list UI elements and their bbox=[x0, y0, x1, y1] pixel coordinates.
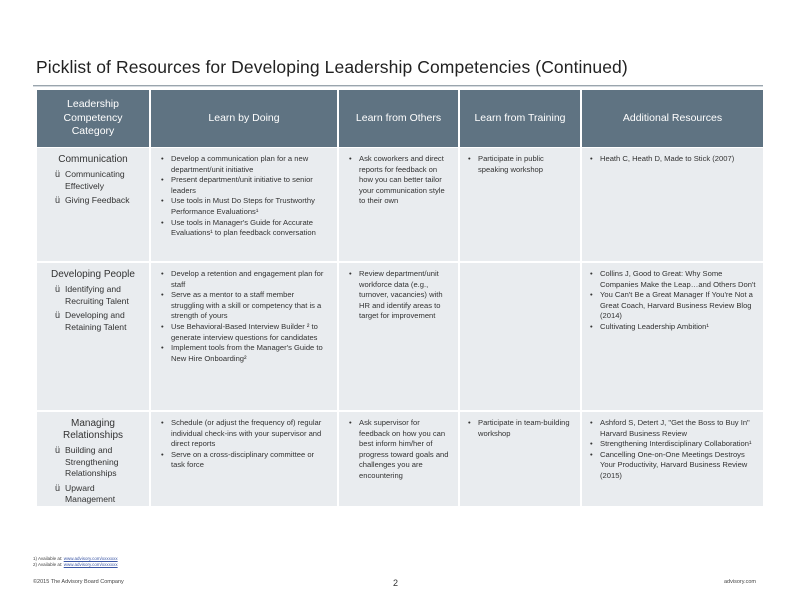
subcategory: ü Building and Strengthening Relationships bbox=[55, 445, 119, 478]
category-title: Communication bbox=[58, 154, 128, 165]
category-cell bbox=[37, 148, 149, 261]
list-item: • Participate in team-building workshop bbox=[468, 418, 574, 439]
learn-by-doing-cell bbox=[151, 412, 337, 506]
list-item: • Strengthening Interdisciplinary Collaboration¹ bbox=[590, 439, 757, 450]
list-item: • Implement tools from the Manager's Guide to New Hire Onboarding² bbox=[161, 343, 329, 364]
check-icon: ü bbox=[55, 195, 61, 205]
learn-from-others-cell bbox=[339, 263, 458, 410]
table-header bbox=[37, 90, 763, 147]
subcategory: ü Developing and Retaining Talent bbox=[55, 310, 127, 332]
list-item: • Participate in public speaking workshop bbox=[468, 154, 574, 175]
footnote: 1) Available at: www.advisory.com/xxxxxxx bbox=[33, 556, 118, 561]
learn-from-training-cell bbox=[460, 412, 580, 506]
learn-by-doing-cell bbox=[151, 148, 337, 261]
table-row bbox=[37, 412, 763, 506]
check-icon: ü bbox=[55, 284, 61, 294]
subcategory: ü Identifying and Recruiting Talent bbox=[55, 284, 129, 306]
category-cell bbox=[37, 412, 149, 506]
additional-resources-cell bbox=[582, 148, 763, 261]
site-link[interactable]: advisory.com bbox=[724, 579, 756, 585]
list-item: • Cultivating Leadership Ambition¹ bbox=[590, 322, 757, 333]
list-item: • Use tools in Must Do Steps for Trustworthy Performance Evaluations¹ bbox=[161, 196, 329, 217]
list-item: • You Can't Be a Great Manager If You're Not a Great Coach, Harvard Business Review Blog (2014) bbox=[590, 290, 757, 322]
category-title: Developing People bbox=[51, 269, 135, 280]
list-item: • Collins J, Good to Great: Why Some Companies Make the Leap…and Others Don't bbox=[590, 269, 757, 290]
list-item: • Ask supervisor for feedback on how you can best inform him/her of progress toward goals and challenges you are encountering bbox=[349, 418, 452, 482]
learn-from-others-cell bbox=[339, 148, 458, 261]
list-item: • Develop a retention and engagement plan for staff bbox=[161, 269, 329, 290]
list-item: • Use tools in Manager's Guide for Accurate Evaluations¹ to plan feedback conversation bbox=[161, 218, 329, 239]
list-item: • Use Behavioral-Based Interview Builder ² to generate interview questions for candidates bbox=[161, 322, 329, 343]
list-item: • Develop a communication plan for a new department/unit initiative bbox=[161, 154, 329, 175]
header-learn-by-doing: Learn by Doing bbox=[151, 90, 337, 147]
learn-from-others-cell bbox=[339, 412, 458, 506]
copyright: ©2015 The Advisory Board Company bbox=[33, 579, 124, 585]
check-icon: ü bbox=[55, 445, 61, 455]
list-item: • Heath C, Heath D, Made to Stick (2007) bbox=[590, 154, 757, 165]
header-additional-resources: Additional Resources bbox=[582, 90, 763, 147]
additional-resources-cell bbox=[582, 263, 763, 410]
list-item: • Schedule (or adjust the frequency of) regular individual check-ins with your supervisor and direct reports bbox=[161, 418, 329, 450]
header-learn-from-others: Learn from Others bbox=[339, 90, 458, 147]
subcategory: ü Upward Management bbox=[55, 482, 116, 504]
list-item: • Serve on a cross-disciplinary committee or task force bbox=[161, 450, 329, 471]
list-item: • Serve as a mentor to a staff member struggling with a skill or competency that is a strength of yours bbox=[161, 290, 329, 322]
learn-from-training-cell bbox=[460, 263, 580, 410]
category-cell bbox=[37, 263, 149, 410]
check-icon: ü bbox=[55, 169, 61, 179]
subcategory: ü Communicating Effectively bbox=[55, 169, 125, 191]
footnote-link[interactable]: www.advisory.com/xxxxxxx bbox=[63, 556, 118, 561]
header-category: Leadership Competency Category bbox=[37, 90, 149, 147]
check-icon: ü bbox=[55, 482, 61, 493]
list-item: • Ask coworkers and direct reports for feedback on how you can better tailor your communication style to their own bbox=[349, 154, 452, 207]
subcategory: ü Giving Feedback bbox=[55, 195, 130, 205]
additional-resources-cell bbox=[582, 412, 763, 506]
title-rule-shadow bbox=[33, 86, 763, 87]
learn-by-doing-cell bbox=[151, 263, 337, 410]
page-title: Picklist of Resources for Developing Leadership Competencies (Continued) bbox=[36, 57, 628, 77]
list-item: • Present department/unit initiative to senior leaders bbox=[161, 175, 329, 196]
table-row bbox=[37, 263, 763, 410]
page-number: 2 bbox=[393, 578, 399, 588]
table-row bbox=[37, 148, 763, 261]
list-item: • Cancelling One-on-One Meetings Destroys Your Productivity, Harvard Business Review (2015) bbox=[590, 450, 757, 482]
header-learn-from-training: Learn from Training bbox=[460, 90, 580, 147]
learn-from-training-cell bbox=[460, 148, 580, 261]
category-title: Managing Relationships bbox=[62, 418, 124, 441]
footnote-link[interactable]: www.advisory.com/xxxxxxx bbox=[63, 562, 118, 567]
footnote: 2) Available at: www.advisory.com/xxxxxxx bbox=[33, 562, 118, 567]
list-item: • Review department/unit workforce data (e.g., turnover, vacancies) with HR and identify areas to target for improvement bbox=[349, 269, 452, 322]
check-icon: ü bbox=[55, 310, 61, 320]
list-item: • Ashford S, Detert J, "Get the Boss to Buy In" Harvard Business Review bbox=[590, 418, 757, 439]
